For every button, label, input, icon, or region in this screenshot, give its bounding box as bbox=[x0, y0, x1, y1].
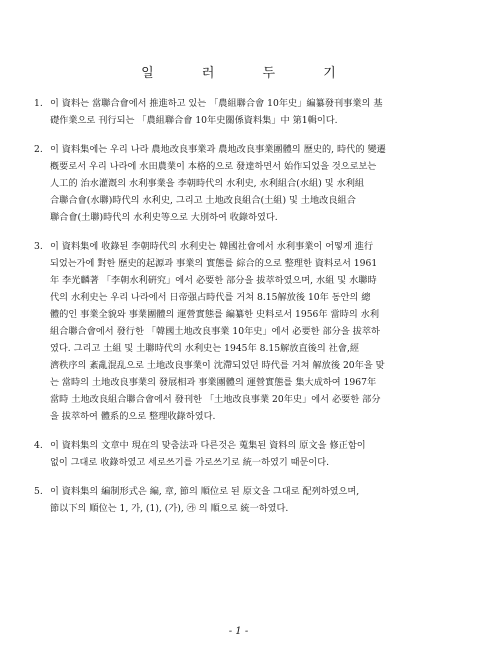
item-text bbox=[50, 437, 454, 471]
list-item bbox=[34, 95, 454, 129]
item-line: 年 李光麟著 「李朝水利硏究」에서 必要한 部分을 拔萃하였으며, 水組 및 水聯時 bbox=[50, 275, 377, 286]
list-item bbox=[34, 141, 454, 226]
item-number: 2. bbox=[34, 144, 43, 155]
item-number: 3. bbox=[34, 241, 43, 252]
item-line: 이 資料는 當聯合會에서 推進하고 있는 「農組聯合會 10年史」編纂發刊事業의 基 bbox=[50, 98, 383, 109]
item-line: 이 資料集에 收錄된 李朝時代의 水利史는 韓國社會에서 水利事業이 어떻게 進行 bbox=[50, 241, 374, 252]
item-line: 을 拔萃하여 體系的으로 整理收錄하였다. bbox=[50, 411, 216, 422]
item-line: 되었는가에 對한 歷史的起源과 事業의 實態를 綜合的으로 整理한 資料로서 1961 bbox=[50, 258, 378, 269]
item-line: 組合聯合會에서 發行한 「韓國土地改良事業 10年史」에서 必要한 部分을 拔萃하 bbox=[50, 326, 380, 337]
page-number: - 1 - bbox=[228, 626, 249, 637]
item-line: 이 資料集에는 우리 나라 農地改良事業과 農地改良事業團體의 歷史的, 時代的 變遷 bbox=[50, 144, 386, 155]
list-item bbox=[34, 238, 454, 425]
item-number: 5. bbox=[34, 486, 43, 497]
item-line: 體的인 事業全貌와 事業團體의 運營實態를 編纂한 史料로서 1956年 當時의 水利 bbox=[50, 309, 380, 320]
item-line: 이 資料集의 編制形式은 編, 章, 節의 順位로 된 原文을 그대로 配列하였으며, bbox=[50, 486, 360, 497]
item-number: 4. bbox=[34, 440, 43, 451]
item-text bbox=[50, 141, 454, 226]
item-line: 節以下의 順位는 1, 가, (1), (가), ㉮ 의 順으로 統一하였다. bbox=[50, 503, 289, 514]
item-line: 人工的 治水灌漑의 水利事業을 李朝時代의 水利史, 水利組合(水組) 및 水利組 bbox=[50, 178, 365, 189]
item-line: 없이 그대로 收錄하였고 세로쓰기를 가로쓰기로 統一하였기 때문이다. bbox=[50, 457, 330, 468]
item-text bbox=[50, 238, 454, 425]
item-line: 當時 土地改良組合聯合會에서 發刊한 「土地改良事業 20年史」에서 必要한 部分 bbox=[50, 394, 381, 405]
item-line: 聯合會(土聯)時代의 水利史等으로 大別하여 收錄하였다. bbox=[50, 212, 278, 223]
item-line: 濟秩序의 紊亂混乱으로 土地改良事業이 沈滯되었던 時代를 거쳐 解放後 20年을 맞 bbox=[50, 360, 385, 371]
item-line: 는 當時의 土地改良事業의 發展相과 事業團體의 運營實態를 集大成하여 1967年 bbox=[50, 377, 377, 388]
list-item bbox=[34, 437, 454, 471]
item-line: 이 資料集의 文章中 現在의 맞춤法과 다른것은 蒐集된 資料의 原文을 修正함이 bbox=[50, 440, 366, 451]
list-item bbox=[34, 483, 454, 517]
item-text bbox=[50, 483, 454, 517]
item-line: 槪要로서 우리 나라에 水田農業이 本格的으로 發達하면서 始作되었을 것으로보는 bbox=[50, 161, 377, 172]
item-line: 代의 水利史는 우리 나라에서 日帝强占時代를 거쳐 8.15解放後 10年 동안의 總 bbox=[50, 292, 371, 303]
item-number: 1. bbox=[34, 98, 43, 109]
item-line: 였다. 그리고 土組 및 土聯時代의 水利史는 1945年 8.15解放直後의 社會,經 bbox=[50, 343, 360, 354]
notes-list bbox=[34, 95, 454, 529]
item-line: 合聯合會(水聯)時代의 水利史, 그리고 土地改良組合(土組) 및 土地改良組合 bbox=[50, 195, 356, 206]
item-line: 礎作業으로 刊行되는 「農組聯合會 10年史關係資料集」中 第1輯이다. bbox=[50, 115, 338, 126]
item-text bbox=[50, 95, 454, 129]
page-title: 일 러 두 기 bbox=[141, 66, 358, 81]
